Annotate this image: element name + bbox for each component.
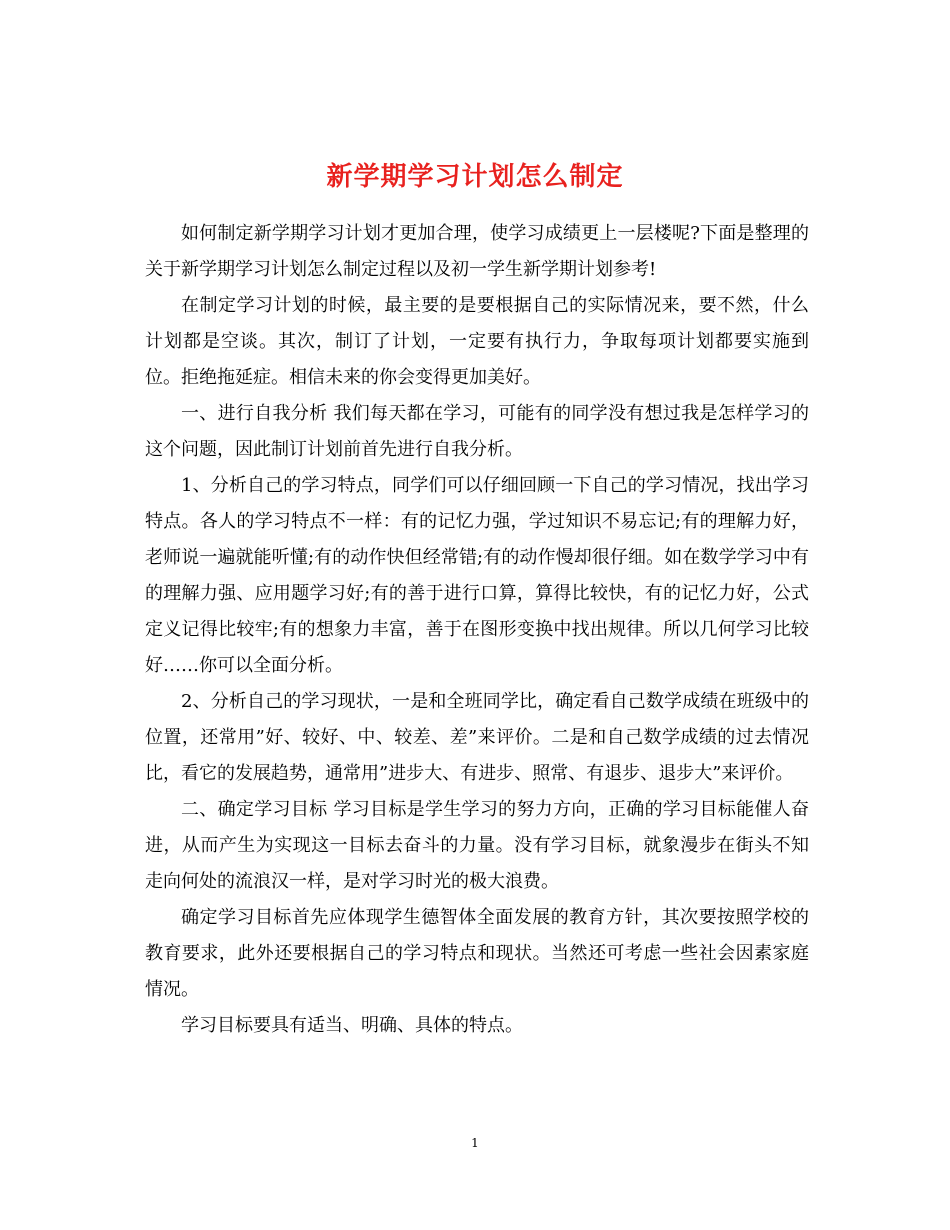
paragraph: 学习目标要具有适当、明确、具体的特点。 <box>181 1015 523 1036</box>
paragraph: 一、进行自我分析 我们每天都在学习，可能有的同学没有想过我是怎样学习的这个问题，因此制订计划前首先进行自我分析。 <box>145 403 809 460</box>
document-body <box>145 216 809 1044</box>
paragraph: 在制定学习计划的时候，最主要的是要根据自己的实际情况来，要不然，什么计划都是空谈。其次，制订了计划，一定要有执行力，争取每项计划都要实施到位。拒绝拖延症。相信未来的你会变得更加美好。 <box>145 295 809 388</box>
paragraph: 二、确定学习目标 学习目标是学生学习的努力方向，正确的学习目标能催人奋进，从而产生为实现这一目标去奋斗的力量。没有学习目标，就象漫步在街头不知走向何处的流浪汉一样，是对学习时光的极大浪费。 <box>145 799 809 892</box>
paragraph: 1、分析自己的学习特点，同学们可以仔细回顾一下自己的学习情况，找出学习特点。各人的学习特点不一样：有的记忆力强，学过知识不易忘记;有的理解力好，老师说一遍就能听懂;有的动作快但经常错;有的动作慢却很仔细。如在数学学习中有的理解力强、应用题学习好;有的善于进行口算，算得比较快，有的记忆力好，公式定义记得比较牢;有的想象力丰富，善于在图形变换中找出规律。所以几何学习比较好……你可以全面分析。 <box>145 475 809 676</box>
page-number: 1 <box>471 1136 479 1150</box>
paragraph: 2、分析自己的学习现状，一是和全班同学比，确定看自己数学成绩在班级中的位置，还常用”好、较好、中、较差、差”来评价。二是和自己数学成绩的过去情况比，看它的发展趋势，通常用”进步大、有进步、照常、有退步、退步大”来评价。 <box>145 691 809 784</box>
paragraph: 如何制定新学期学习计划才更加合理，使学习成绩更上一层楼呢?下面是整理的关于新学期学习计划怎么制定过程以及初一学生新学期计划参考! <box>145 223 809 280</box>
paragraph: 确定学习目标首先应体现学生德智体全面发展的教育方针，其次要按照学校的教育要求，此外还要根据自己的学习特点和现状。当然还可考虑一些社会因素家庭情况。 <box>145 907 809 1000</box>
document-title: 新学期学习计划怎么制定 <box>326 162 624 193</box>
